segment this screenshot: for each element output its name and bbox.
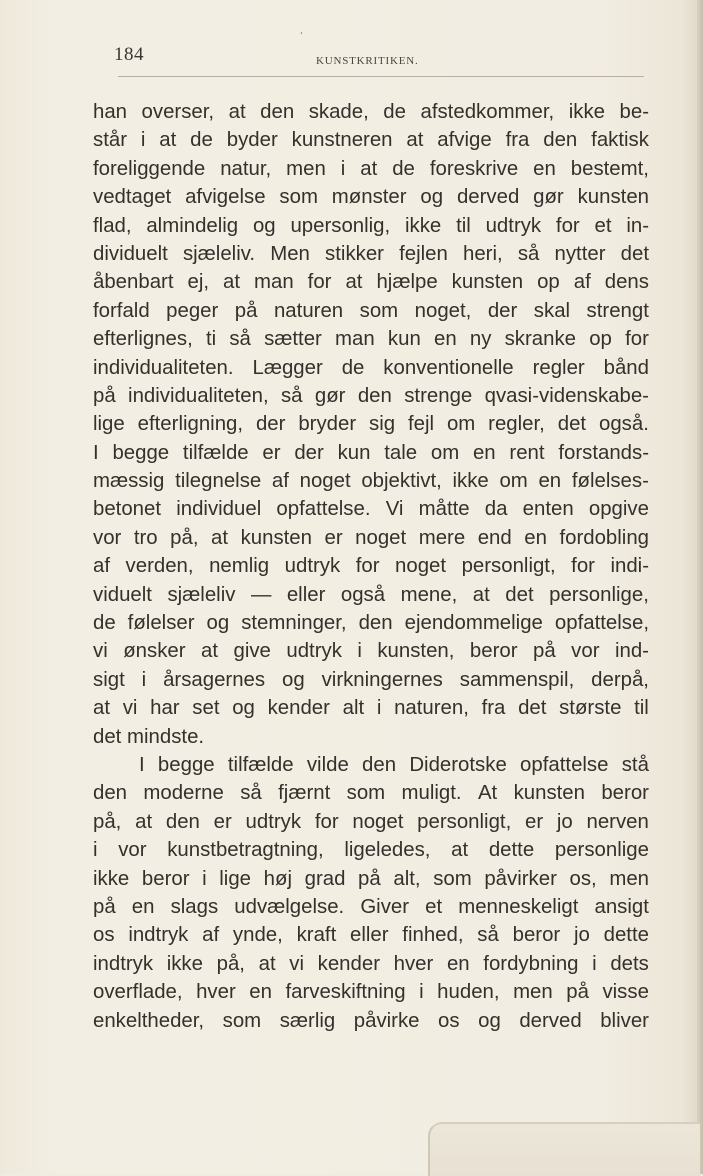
text-line: forfald peger på naturen som noget, der skal strengt — [93, 299, 649, 322]
text-line: betonet individuel opfattelse. Vi måtte da enten opgive — [93, 498, 649, 521]
text-line: i vor kunstbetragtning, ligeledes, at dette personlige — [93, 839, 649, 862]
text-line: står i at de byder kunstneren at afvige fra den faktisk — [93, 129, 649, 152]
text-line: os indtryk af ynde, kraft eller finhed, så beror jo dette — [93, 924, 649, 947]
page-edge — [697, 0, 703, 1174]
text-line: sigt i årsagernes og virkningernes sammenspil, derpå, — [93, 668, 649, 691]
header-rule — [118, 76, 644, 77]
text-line: de følelser og stemninger, den ejendommelige opfattelse, — [93, 612, 649, 635]
text-line: mæssig tilegnelse af noget objektivt, ikke om en følelses- — [93, 470, 649, 493]
text-line: at vi har set og kender alt i naturen, fra det største til — [93, 697, 649, 720]
text-line: på individualiteten, så gør den strenge qvasi-videnskabe- — [93, 384, 649, 407]
text-line: foreliggende natur, men i at de foreskrive en bestemt, — [93, 157, 649, 180]
text-line: vedtaget afvigelse som mønster og derved gør kunsten — [93, 186, 649, 209]
page-number: 184 — [114, 44, 144, 65]
text-line: I begge tilfælde er der kun tale om en rent forstands- — [93, 441, 649, 464]
text-line: lige efterligning, der bryder sig fejl om regler, det også. — [93, 413, 649, 436]
text-line: på en slags udvælgelse. Giver et menneskeligt ansigt — [93, 895, 649, 918]
text-line: viduelt sjæleliv — eller også mene, at det personlige, — [93, 583, 649, 606]
text-line: vor tro på, at kunsten er noget mere end en fordobling — [93, 526, 649, 549]
text-line: indtryk ikke på, at vi kender hver en fordybning i dets — [93, 952, 649, 975]
text-line: han overser, at den skade, de afstedkommer, ikke be- — [93, 101, 649, 123]
text-line: overflade, hver en farveskiftning i huden, men på visse — [93, 981, 649, 1004]
text-line: på, at den er udtryk for noget personligt, er jo nerven — [93, 810, 649, 833]
text-line: åbenbart ej, at man for at hjælpe kunsten op af dens — [93, 271, 649, 294]
text-line: ikke beror i lige høj grad på alt, som påvirker os, men — [93, 867, 649, 890]
body-text — [93, 98, 649, 1035]
text-line: efterlignes, ti så sætter man kun en ny skranke op for — [93, 328, 649, 351]
text-line: den moderne så fjærnt som muligt. At kunsten beror — [93, 782, 649, 805]
library-stamp-outline — [428, 1122, 700, 1176]
text-line: I begge tilfælde vilde den Diderotske opfattelse stå — [139, 753, 649, 776]
text-line: dividuelt sjæleliv. Men stikker fejlen heri, så nytter det — [93, 242, 649, 265]
running-head: KUNSTKRITIKEN. — [316, 55, 419, 67]
text-line: af verden, nemlig udtryk for noget personligt, for indi- — [93, 555, 649, 578]
text-line: individualiteten. Lægger de konventionelle regler bånd — [93, 356, 649, 379]
text-line: flad, almindelig og upersonlig, ikke til udtryk for et in- — [93, 214, 649, 237]
text-line: enkeltheder, som særlig påvirke os og derved bliver — [93, 1009, 649, 1032]
text-line: vi ønsker at give udtryk i kunsten, beror på vor ind- — [93, 640, 649, 663]
text-line: det mindste. — [93, 725, 205, 748]
printer-mark: ʻ — [300, 31, 303, 40]
